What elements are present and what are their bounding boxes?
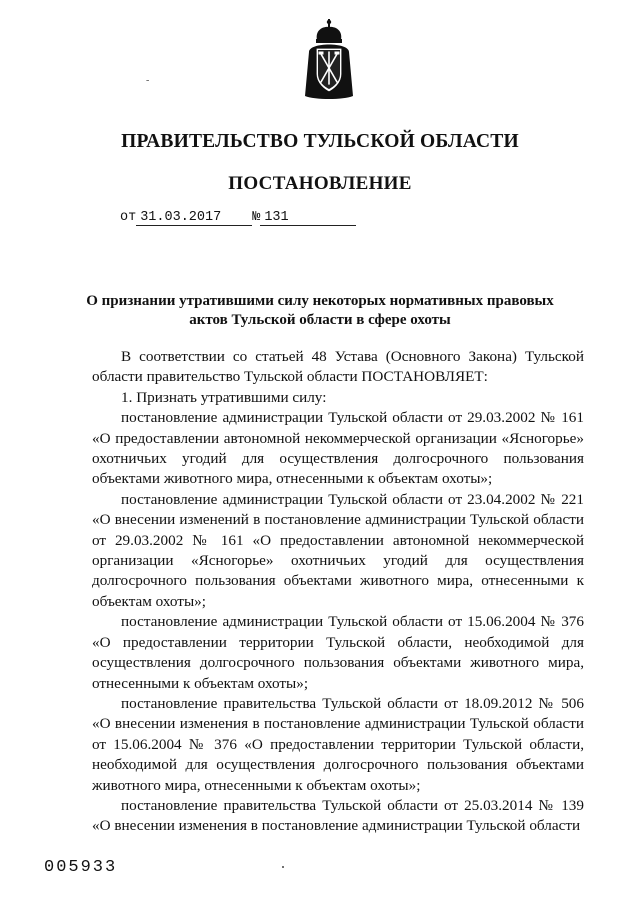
government-title: ПРАВИТЕЛЬСТВО ТУЛЬСКОЙ ОБЛАСТИ bbox=[121, 131, 519, 152]
scan-mark: - bbox=[146, 75, 150, 86]
document-date: 31.03.2017 bbox=[136, 210, 252, 226]
document-body bbox=[92, 347, 584, 837]
document-type: ПОСТАНОВЛЕНИЕ bbox=[228, 173, 412, 194]
scan-speck bbox=[282, 866, 284, 868]
document-number: 131 bbox=[260, 210, 356, 226]
subject-line-2: актов Тульской области в сфере охоты bbox=[189, 312, 451, 328]
body-paragraph: постановление администрации Тульской области от 23.04.2002 № 221 «О внесении изменений в постановление администрации Тульской области от 29.03.2002 № 161 «О предоставлении автономной некоммерческой организации «Ясногорье» охотничьих угодий для осуществления долгосрочного пользования объектами животного мира, отнесенными к объектам охоты»; bbox=[92, 490, 584, 610]
form-serial-number: 005933 bbox=[44, 858, 118, 877]
date-prefix: от bbox=[120, 210, 137, 225]
subject-line-1: О признании утратившими силу некоторых нормативных правовых bbox=[86, 293, 554, 309]
body-paragraph: В соответствии со статьей 48 Устава (Основного Закона) Тульской области правительство Тульской области ПОСТАНОВЛЯЕТ: bbox=[92, 348, 584, 386]
body-paragraph: 1. Признать утратившими силу: bbox=[121, 388, 327, 406]
body-paragraph: постановление администрации Тульской области от 29.03.2002 № 161 «О предоставлении автономной некоммерческой организации «Ясногорье» охотничьих угодий для осуществления долгосрочного пользования объектами животного мира, отнесенными к объектам охоты»; bbox=[92, 409, 584, 488]
document-subject bbox=[60, 292, 580, 330]
body-paragraph: постановление правительства Тульской области от 25.03.2014 № 139 «О внесении изменения в постановление администрации Тульской области bbox=[92, 796, 584, 835]
number-prefix: № bbox=[252, 210, 261, 225]
tula-coat-of-arms-icon bbox=[303, 18, 355, 100]
document-meta bbox=[120, 210, 356, 226]
body-paragraph: постановление правительства Тульской области от 18.09.2012 № 506 «О внесении изменения в постановление администрации Тульской области от 15.06.2004 № 376 «О предоставлении территории Тульской области, необходимой для осуществления долгосрочного пользования объектами животного мира, отнесенными к объектам охоты»; bbox=[92, 694, 584, 794]
body-paragraph: постановление администрации Тульской области от 15.06.2004 № 376 «О предоставлении территории Тульской области, необходимой для осуществления долгосрочного пользования объектами животного мира, отнесенными к объектам охоты»; bbox=[92, 613, 584, 692]
